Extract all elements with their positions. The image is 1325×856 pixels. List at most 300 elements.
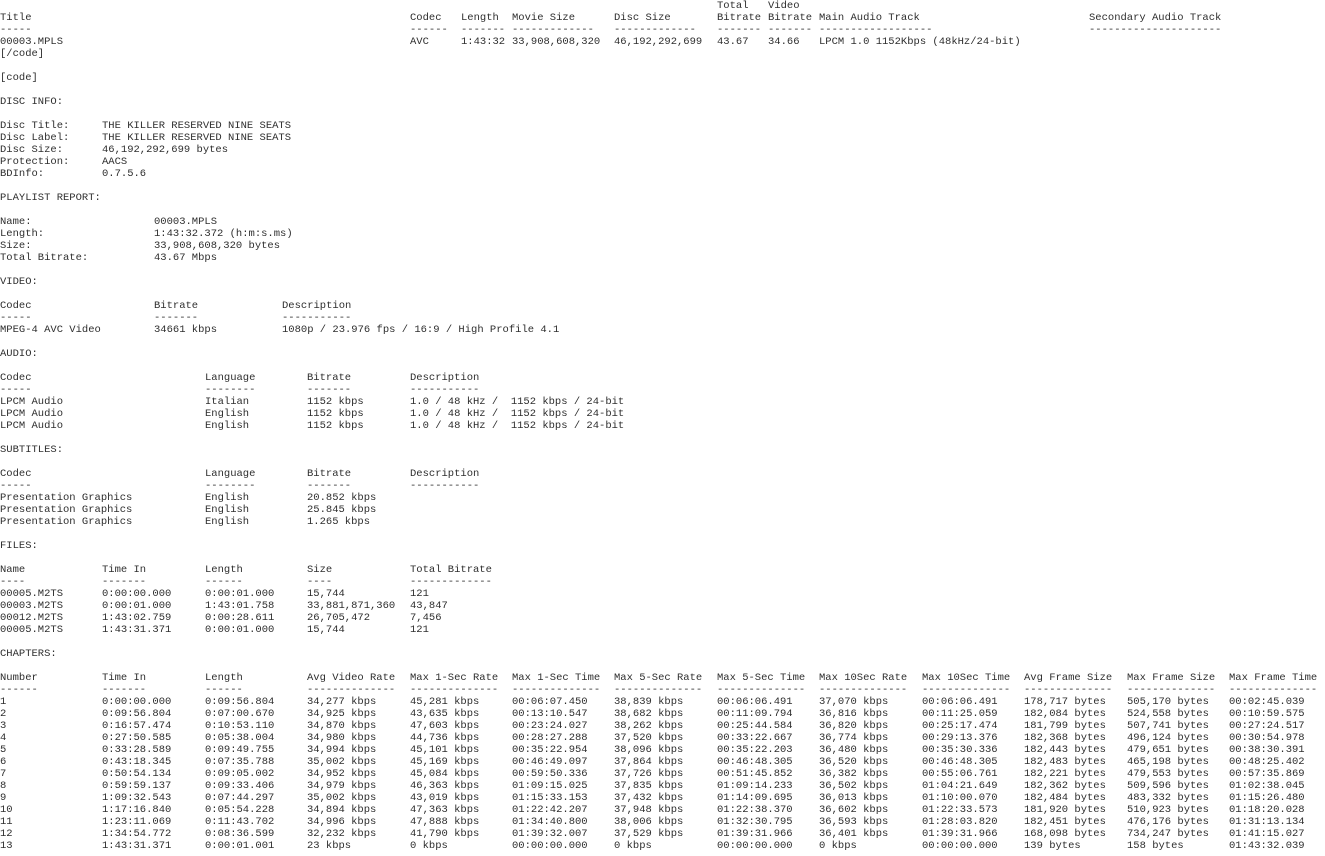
chapters-cell: 182,362 bytes <box>1024 780 1106 792</box>
code-open-tag: [code] <box>0 72 38 84</box>
chapters-cell: 01:39:32.007 <box>512 828 588 840</box>
video-cell: 1080p / 23.976 fps / 16:9 / High Profile 4.1 <box>282 324 560 336</box>
chapters-cell: 00:00:00.000 <box>922 840 998 852</box>
files-cell: 7,456 <box>410 612 442 624</box>
video-cell: 34661 kbps <box>154 324 218 336</box>
chapters-cell: 12 <box>0 828 13 840</box>
chapters-cell: 00:00:00.000 <box>512 840 588 852</box>
chapters-cell: 00:48:25.402 <box>1229 756 1305 768</box>
chapters-cell: 00:46:49.097 <box>512 756 588 768</box>
disc-info-label: Protection: <box>0 156 70 168</box>
chapters-cell: 0:33:28.589 <box>102 744 172 756</box>
section-heading-playlist-report: PLAYLIST REPORT: <box>0 192 101 204</box>
chapters-cell: 0:50:54.134 <box>102 768 172 780</box>
summary-column-header: Codec <box>410 12 442 24</box>
subtitles-column-header: Codec <box>0 468 32 480</box>
chapters-cell: 10 <box>0 804 13 816</box>
summary-column-header: Video <box>768 0 800 12</box>
chapters-cell: 43,019 kbps <box>410 792 480 804</box>
chapters-column-rule: -------------- <box>819 684 908 696</box>
chapters-column-rule: -------------- <box>1127 684 1216 696</box>
chapters-cell: 0 kbps <box>819 840 857 852</box>
chapters-cell: 0:09:56.804 <box>205 696 275 708</box>
chapters-cell: 36,816 kbps <box>819 708 889 720</box>
chapters-column-header: Avg Video Rate <box>307 672 396 684</box>
subtitles-cell: 25.845 kbps <box>307 504 377 516</box>
summary-column-header: Secondary Audio Track <box>1089 12 1222 24</box>
files-cell: 33,881,871,360 <box>307 600 396 612</box>
chapters-cell: 34,952 kbps <box>307 768 377 780</box>
chapters-cell: 0:07:35.788 <box>205 756 275 768</box>
chapters-cell: 158 bytes <box>1127 840 1184 852</box>
chapters-column-rule: ------- <box>102 684 147 696</box>
summary-column-header: Bitrate <box>768 12 813 24</box>
files-cell: 1:43:01.758 <box>205 600 275 612</box>
chapters-cell: 479,651 bytes <box>1127 744 1209 756</box>
chapters-cell: 00:23:24.027 <box>512 720 588 732</box>
chapters-column-header: Time In <box>102 672 147 684</box>
playlist-value: 00003.MPLS <box>154 216 218 228</box>
chapters-cell: 36,013 kbps <box>819 792 889 804</box>
chapters-cell: 181,920 bytes <box>1024 804 1106 816</box>
summary-column-header: Disc Size <box>614 12 671 24</box>
chapters-cell: 47,363 kbps <box>410 804 480 816</box>
chapters-cell: 37,948 kbps <box>614 804 684 816</box>
chapters-cell: 00:11:09.794 <box>717 708 793 720</box>
summary-value: LPCM 1.0 1152Kbps (48kHz/24-bit) <box>819 36 1021 48</box>
chapters-cell: 0:09:05.002 <box>205 768 275 780</box>
disc-info-value: THE KILLER RESERVED NINE SEATS <box>102 120 292 132</box>
disc-info-value: THE KILLER RESERVED NINE SEATS <box>102 132 292 144</box>
section-heading-disc-info: DISC INFO: <box>0 96 64 108</box>
files-row <box>0 612 1325 624</box>
chapters-cell: 00:06:06.491 <box>922 696 998 708</box>
summary-value: AVC <box>410 36 429 48</box>
chapters-cell: 34,979 kbps <box>307 780 377 792</box>
chapters-cell: 01:22:38.370 <box>717 804 793 816</box>
chapters-cell: 41,790 kbps <box>410 828 480 840</box>
audio-column-header: Description <box>410 372 480 384</box>
files-cell: 1:43:02.759 <box>102 612 172 624</box>
video-column-rule: ----------- <box>282 312 352 324</box>
chapters-cell: 465,198 bytes <box>1127 756 1209 768</box>
chapters-cell: 00:46:48.305 <box>922 756 998 768</box>
audio-column-rule: ----------- <box>410 384 480 396</box>
subtitles-cell: 1.265 kbps <box>307 516 371 528</box>
chapters-column-header: Max 5-Sec Time <box>717 672 806 684</box>
disc-info-value: 46,192,292,699 bytes <box>102 144 229 156</box>
video-column-rule: ----- <box>0 312 32 324</box>
audio-cell: English <box>205 408 250 420</box>
chapters-cell: 1:23:11.069 <box>102 816 172 828</box>
chapters-cell: 00:35:22.954 <box>512 744 588 756</box>
chapters-cell: 139 bytes <box>1024 840 1081 852</box>
video-column-rule: ------- <box>154 312 199 324</box>
chapters-column-header: Number <box>0 672 38 684</box>
subtitles-cell: 20.852 kbps <box>307 492 377 504</box>
chapters-cell: 13 <box>0 840 13 852</box>
chapters-cell: 178,717 bytes <box>1024 696 1106 708</box>
code-close-tag: [/code] <box>0 48 45 60</box>
chapters-cell: 34,996 kbps <box>307 816 377 828</box>
chapters-column-header: Max Frame Time <box>1229 672 1318 684</box>
files-column-rule: ---- <box>0 576 26 588</box>
chapters-cell: 0:08:36.599 <box>205 828 275 840</box>
subtitles-column-rule: ----- <box>0 480 32 492</box>
chapters-cell: 0:16:57.474 <box>102 720 172 732</box>
chapters-cell: 0 kbps <box>410 840 448 852</box>
chapters-cell: 505,170 bytes <box>1127 696 1209 708</box>
files-cell: 15,744 <box>307 624 345 636</box>
chapters-cell: 00:57:35.869 <box>1229 768 1305 780</box>
video-cell: MPEG-4 AVC Video <box>0 324 101 336</box>
chapters-cell: 01:34:40.800 <box>512 816 588 828</box>
chapters-cell: 45,281 kbps <box>410 696 480 708</box>
chapters-cell: 00:29:13.376 <box>922 732 998 744</box>
chapters-cell: 00:00:00.000 <box>717 840 793 852</box>
files-row <box>0 600 1325 612</box>
summary-column-header: Total <box>717 0 749 12</box>
chapters-column-rule: -------------- <box>1229 684 1318 696</box>
section-heading-audio: AUDIO: <box>0 348 38 360</box>
subtitles-row <box>0 516 1325 528</box>
chapters-cell: 01:10:00.070 <box>922 792 998 804</box>
chapters-cell: 37,864 kbps <box>614 756 684 768</box>
chapters-column-rule: ------ <box>0 684 38 696</box>
chapters-cell: 38,682 kbps <box>614 708 684 720</box>
chapters-cell: 00:30:54.978 <box>1229 732 1305 744</box>
chapters-cell: 0:11:43.702 <box>205 816 275 828</box>
chapters-cell: 01:43:32.039 <box>1229 840 1305 852</box>
chapters-cell: 2 <box>0 708 7 720</box>
subtitles-row <box>0 492 1325 504</box>
playlist-value: 1:43:32.372 (h:m:s.ms) <box>154 228 293 240</box>
chapters-cell: 168,098 bytes <box>1024 828 1106 840</box>
chapters-cell: 0:09:49.755 <box>205 744 275 756</box>
subtitles-row <box>0 504 1325 516</box>
chapters-cell: 34,925 kbps <box>307 708 377 720</box>
chapters-cell: 01:14:09.695 <box>717 792 793 804</box>
summary-column-header: Main Audio Track <box>819 12 920 24</box>
files-column-rule: ------- <box>102 576 147 588</box>
chapters-column-header: Max 10Sec Time <box>922 672 1011 684</box>
subtitles-cell: Presentation Graphics <box>0 516 133 528</box>
files-cell: 0:00:01.000 <box>102 600 172 612</box>
chapters-cell: 510,923 bytes <box>1127 804 1209 816</box>
section-heading-subtitles: SUBTITLES: <box>0 444 64 456</box>
chapters-cell: 182,443 bytes <box>1024 744 1106 756</box>
chapters-cell: 01:02:38.045 <box>1229 780 1305 792</box>
summary-column-header: Length <box>461 12 499 24</box>
section-heading-chapters: CHAPTERS: <box>0 648 57 660</box>
chapters-cell: 34,277 kbps <box>307 696 377 708</box>
summary-column-header: ----- <box>0 24 32 36</box>
chapters-column-rule: -------------- <box>1024 684 1113 696</box>
files-cell: 26,705,472 <box>307 612 371 624</box>
chapters-cell: 00:59:50.336 <box>512 768 588 780</box>
summary-value: 46,192,292,699 <box>614 36 703 48</box>
chapters-cell: 509,596 bytes <box>1127 780 1209 792</box>
chapters-cell: 00:11:25.059 <box>922 708 998 720</box>
chapters-cell: 00:27:24.517 <box>1229 720 1305 732</box>
chapters-cell: 36,502 kbps <box>819 780 889 792</box>
chapters-column-rule: -------------- <box>307 684 396 696</box>
audio-cell: 1152 kbps <box>307 408 364 420</box>
summary-column-header: Movie Size <box>512 12 576 24</box>
summary-column-header: Title <box>0 12 32 24</box>
chapters-cell: 36,401 kbps <box>819 828 889 840</box>
chapters-cell: 0:43:18.345 <box>102 756 172 768</box>
chapters-cell: 507,741 bytes <box>1127 720 1209 732</box>
chapters-cell: 37,835 kbps <box>614 780 684 792</box>
files-cell: 00005.M2TS <box>0 588 64 600</box>
playlist-label: Name: <box>0 216 32 228</box>
chapters-cell: 1:34:54.772 <box>102 828 172 840</box>
chapters-column-header: Length <box>205 672 243 684</box>
chapters-cell: 0:59:59.137 <box>102 780 172 792</box>
chapters-column-header: Max 1-Sec Rate <box>410 672 499 684</box>
chapters-cell: 01:32:30.795 <box>717 816 793 828</box>
audio-cell: 1152 kbps <box>307 396 364 408</box>
chapters-cell: 00:25:17.474 <box>922 720 998 732</box>
chapters-column-rule: -------------- <box>717 684 806 696</box>
playlist-label: Total Bitrate: <box>0 252 89 264</box>
summary-column-header: ------------- <box>614 24 696 36</box>
audio-cell: LPCM Audio <box>0 420 64 432</box>
summary-value: 43.67 <box>717 36 749 48</box>
audio-cell: 1152 kbps <box>307 420 364 432</box>
summary-value: 33,908,608,320 <box>512 36 601 48</box>
chapters-cell: 01:15:33.153 <box>512 792 588 804</box>
chapters-cell: 3 <box>0 720 7 732</box>
subtitles-column-rule: -------- <box>205 480 256 492</box>
chapters-cell: 182,483 bytes <box>1024 756 1106 768</box>
chapters-cell: 36,820 kbps <box>819 720 889 732</box>
chapters-cell: 11 <box>0 816 13 828</box>
chapters-cell: 01:39:31.966 <box>922 828 998 840</box>
files-cell: 00012.M2TS <box>0 612 64 624</box>
audio-column-rule: -------- <box>205 384 256 396</box>
audio-cell: LPCM Audio <box>0 396 64 408</box>
chapters-cell: 00:55:06.761 <box>922 768 998 780</box>
chapters-cell: 524,558 bytes <box>1127 708 1209 720</box>
chapters-cell: 37,432 kbps <box>614 792 684 804</box>
chapters-cell: 1:09:32.543 <box>102 792 172 804</box>
files-row <box>0 624 1325 636</box>
files-column-header: Name <box>0 564 26 576</box>
chapters-cell: 00:28:27.288 <box>512 732 588 744</box>
summary-value: 1:43:32 <box>461 36 506 48</box>
subtitles-cell: English <box>205 492 250 504</box>
summary-column-header: ------------- <box>512 24 594 36</box>
chapters-cell: 43,635 kbps <box>410 708 480 720</box>
chapters-cell: 00:25:44.584 <box>717 720 793 732</box>
playlist-value: 33,908,608,320 bytes <box>154 240 281 252</box>
files-cell: 00005.M2TS <box>0 624 64 636</box>
chapters-column-rule: -------------- <box>922 684 1011 696</box>
chapters-column-header: Avg Frame Size <box>1024 672 1113 684</box>
chapters-cell: 44,736 kbps <box>410 732 480 744</box>
chapters-cell: 00:06:07.450 <box>512 696 588 708</box>
chapters-cell: 4 <box>0 732 7 744</box>
subtitles-cell: Presentation Graphics <box>0 504 133 516</box>
chapters-cell: 35,002 kbps <box>307 792 377 804</box>
chapters-cell: 5 <box>0 744 7 756</box>
chapters-cell: 00:51:45.852 <box>717 768 793 780</box>
video-column-header: Description <box>282 300 352 312</box>
summary-column-header: ------------------ <box>819 24 933 36</box>
playlist-label: Length: <box>0 228 45 240</box>
chapters-cell: 1:43:31.371 <box>102 840 172 852</box>
chapters-cell: 01:04:21.649 <box>922 780 998 792</box>
chapters-cell: 0 kbps <box>614 840 652 852</box>
chapters-cell: 37,070 kbps <box>819 696 889 708</box>
chapters-cell: 37,520 kbps <box>614 732 684 744</box>
chapters-column-rule: ------ <box>205 684 243 696</box>
chapters-cell: 01:09:15.025 <box>512 780 588 792</box>
chapters-cell: 01:18:20.028 <box>1229 804 1305 816</box>
disc-info-label: Disc Title: <box>0 120 70 132</box>
chapters-cell: 38,262 kbps <box>614 720 684 732</box>
chapters-cell: 01:15:26.480 <box>1229 792 1305 804</box>
chapters-cell: 01:31:13.134 <box>1229 816 1305 828</box>
files-column-rule: ------------- <box>410 576 492 588</box>
audio-cell: LPCM Audio <box>0 408 64 420</box>
disc-info-value: AACS <box>102 156 128 168</box>
chapters-cell: 35,002 kbps <box>307 756 377 768</box>
chapters-cell: 0:05:54.228 <box>205 804 275 816</box>
chapters-cell: 181,799 bytes <box>1024 720 1106 732</box>
subtitles-column-header: Description <box>410 468 480 480</box>
chapters-cell: 0:09:56.804 <box>102 708 172 720</box>
summary-column-header: ------- <box>768 24 813 36</box>
files-cell: 121 <box>410 624 429 636</box>
subtitles-column-rule: ----------- <box>410 480 480 492</box>
audio-column-header: Codec <box>0 372 32 384</box>
audio-cell: 1.0 / 48 kHz / 1152 kbps / 24-bit <box>410 408 625 420</box>
disc-info-value: 0.7.5.6 <box>102 168 147 180</box>
chapters-cell: 01:28:03.820 <box>922 816 998 828</box>
section-heading-video: VIDEO: <box>0 276 38 288</box>
summary-column-header: ------- <box>461 24 506 36</box>
chapters-cell: 182,451 bytes <box>1024 816 1106 828</box>
chapters-cell: 479,553 bytes <box>1127 768 1209 780</box>
chapters-cell: 0:05:38.004 <box>205 732 275 744</box>
chapters-cell: 00:46:48.305 <box>717 756 793 768</box>
files-cell: 0:00:00.000 <box>102 588 172 600</box>
audio-row <box>0 408 1325 420</box>
files-column-rule: ------ <box>205 576 243 588</box>
files-column-header: Total Bitrate <box>410 564 492 576</box>
audio-row <box>0 396 1325 408</box>
files-cell: 0:00:01.000 <box>205 624 275 636</box>
disc-info-label: Disc Label: <box>0 132 70 144</box>
summary-value: 34.66 <box>768 36 800 48</box>
chapters-cell: 45,169 kbps <box>410 756 480 768</box>
chapters-cell: 483,332 bytes <box>1127 792 1209 804</box>
chapters-cell: 0:09:33.406 <box>205 780 275 792</box>
chapters-cell: 37,726 kbps <box>614 768 684 780</box>
chapters-cell: 0:07:44.297 <box>205 792 275 804</box>
chapters-cell: 23 kbps <box>307 840 352 852</box>
chapters-cell: 0:00:00.000 <box>102 696 172 708</box>
files-column-header: Size <box>307 564 333 576</box>
files-cell: 0:00:28.611 <box>205 612 275 624</box>
chapters-cell: 00:38:30.391 <box>1229 744 1305 756</box>
chapters-cell: 37,529 kbps <box>614 828 684 840</box>
chapters-cell: 00:13:10.547 <box>512 708 588 720</box>
summary-column-header: ------ <box>410 24 448 36</box>
subtitles-column-rule: ------- <box>307 480 352 492</box>
chapters-cell: 34,994 kbps <box>307 744 377 756</box>
chapters-column-rule: -------------- <box>512 684 601 696</box>
chapters-cell: 1 <box>0 696 7 708</box>
chapters-cell: 36,593 kbps <box>819 816 889 828</box>
chapters-cell: 00:10:59.575 <box>1229 708 1305 720</box>
chapters-cell: 01:09:14.233 <box>717 780 793 792</box>
files-cell: 43,847 <box>410 600 448 612</box>
summary-column-header: ------- <box>717 24 762 36</box>
chapters-cell: 38,839 kbps <box>614 696 684 708</box>
chapters-cell: 36,602 kbps <box>819 804 889 816</box>
chapters-cell: 8 <box>0 780 7 792</box>
chapters-cell: 45,101 kbps <box>410 744 480 756</box>
audio-column-rule: ----- <box>0 384 32 396</box>
chapters-cell: 01:41:15.027 <box>1229 828 1305 840</box>
chapters-cell: 46,363 kbps <box>410 780 480 792</box>
chapters-cell: 734,247 bytes <box>1127 828 1209 840</box>
chapters-cell: 45,084 kbps <box>410 768 480 780</box>
chapters-cell: 38,096 kbps <box>614 744 684 756</box>
chapters-cell: 00:33:22.667 <box>717 732 793 744</box>
files-cell: 1:43:31.371 <box>102 624 172 636</box>
chapters-cell: 47,888 kbps <box>410 816 480 828</box>
chapters-cell: 182,368 bytes <box>1024 732 1106 744</box>
playlist-value: 43.67 Mbps <box>154 252 218 264</box>
chapters-cell: 0:00:01.001 <box>205 840 275 852</box>
video-column-header: Bitrate <box>154 300 199 312</box>
audio-cell: English <box>205 420 250 432</box>
chapters-cell: 7 <box>0 768 7 780</box>
chapters-cell: 01:22:33.573 <box>922 804 998 816</box>
chapters-column-rule: -------------- <box>410 684 499 696</box>
chapters-cell: 476,176 bytes <box>1127 816 1209 828</box>
chapters-cell: 182,084 bytes <box>1024 708 1106 720</box>
subtitles-cell: English <box>205 504 250 516</box>
audio-cell: Italian <box>205 396 250 408</box>
files-cell: 00003.M2TS <box>0 600 64 612</box>
chapters-column-header: Max 1-Sec Time <box>512 672 601 684</box>
chapters-cell: 6 <box>0 756 7 768</box>
chapters-cell: 47,603 kbps <box>410 720 480 732</box>
subtitles-cell: Presentation Graphics <box>0 492 133 504</box>
files-cell: 121 <box>410 588 429 600</box>
chapters-cell: 1:17:16.840 <box>102 804 172 816</box>
chapters-cell: 01:39:31.966 <box>717 828 793 840</box>
chapters-cell: 00:06:06.491 <box>717 696 793 708</box>
chapters-column-header: Max 5-Sec Rate <box>614 672 703 684</box>
audio-cell: 1.0 / 48 kHz / 1152 kbps / 24-bit <box>410 420 625 432</box>
chapters-cell: 36,520 kbps <box>819 756 889 768</box>
audio-cell: 1.0 / 48 kHz / 1152 kbps / 24-bit <box>410 396 625 408</box>
disc-info-label: Disc Size: <box>0 144 64 156</box>
playlist-label: Size: <box>0 240 32 252</box>
chapters-cell: 00:35:22.203 <box>717 744 793 756</box>
chapters-cell: 9 <box>0 792 7 804</box>
chapters-cell: 496,124 bytes <box>1127 732 1209 744</box>
chapters-cell: 36,480 kbps <box>819 744 889 756</box>
chapters-cell: 36,382 kbps <box>819 768 889 780</box>
